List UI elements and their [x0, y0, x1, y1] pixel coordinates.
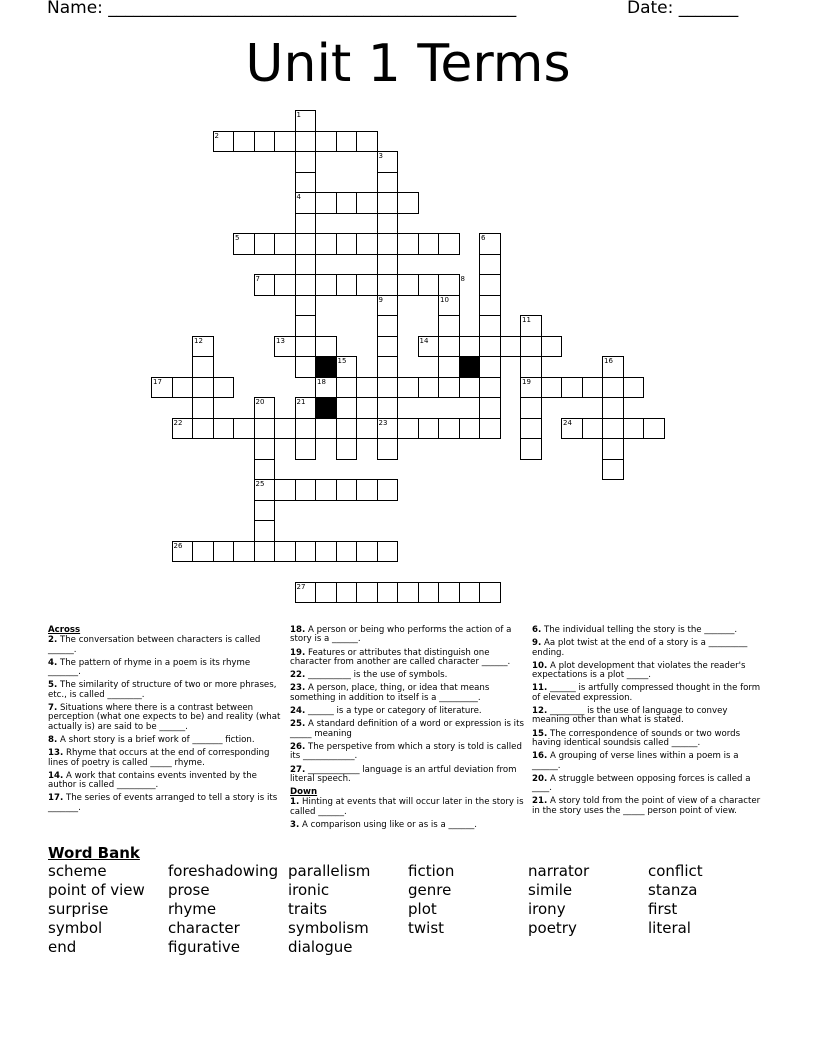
- crossword-cell[interactable]: [377, 479, 399, 501]
- word-bank-item: first: [648, 900, 678, 918]
- clue-number: 27: [296, 582, 306, 591]
- crossword-cell[interactable]: [356, 233, 378, 255]
- crossword-cell[interactable]: [377, 397, 399, 419]
- crossword-cell[interactable]: [192, 541, 214, 563]
- clue-number: 21: [296, 398, 306, 406]
- crossword-cell[interactable]: [541, 336, 563, 358]
- crossword-cell[interactable]: [192, 418, 214, 440]
- clue-number: 15: [337, 357, 347, 365]
- word-bank-item: end: [48, 938, 77, 956]
- clue-across-24: 24. ______ is a type or category of literature.: [290, 706, 482, 717]
- word-bank-item: scheme: [48, 862, 107, 880]
- clue-number: 3: [378, 152, 383, 160]
- crossword-cell[interactable]: [356, 582, 378, 604]
- crossword-cell[interactable]: [397, 582, 419, 604]
- crossword-cell[interactable]: [336, 479, 358, 501]
- clue-across-14: 14. A work that contains events invented by the author is called _________.: [48, 770, 257, 791]
- clue-across-22: 22. __________ is the use of symbols.: [290, 670, 448, 681]
- word-bank-item: conflict: [648, 862, 703, 880]
- crossword-cell[interactable]: [254, 541, 276, 563]
- crossword-cell[interactable]: [377, 213, 399, 235]
- crossword-cell[interactable]: [356, 192, 378, 214]
- crossword-cell[interactable]: [377, 192, 399, 214]
- crossword-cell[interactable]: [254, 131, 276, 153]
- crossword-cell[interactable]: [582, 418, 604, 440]
- clue-number: 23: [378, 418, 388, 427]
- clue-number: 8: [460, 275, 465, 283]
- crossword-cell[interactable]: [295, 418, 317, 440]
- crossword-cell[interactable]: [274, 131, 296, 153]
- crossword-cell[interactable]: [418, 418, 440, 440]
- clue-across-19: 19. Features or attributes that distinguish one character from another are called character ______.: [290, 647, 511, 667]
- clue-number: 26: [173, 541, 183, 550]
- crossword-cell[interactable]: [438, 377, 460, 399]
- crossword-cell[interactable]: [479, 336, 501, 358]
- clue-number: 17: [153, 377, 162, 386]
- clue-across-17: 17. The series of events arranged to tell a story is its _______.: [48, 793, 278, 813]
- crossword-cell[interactable]: [254, 500, 276, 522]
- clue-across-4: 4. The pattern of rhyme in a poem is its rhyme _______.: [48, 657, 251, 678]
- clues-column-3: [532, 626, 767, 820]
- date-field[interactable]: Date: _______: [627, 0, 739, 18]
- crossword-cell[interactable]: [274, 541, 296, 563]
- crossword-cell[interactable]: [602, 418, 624, 440]
- crossword-cell[interactable]: [356, 479, 378, 501]
- crossword-cell[interactable]: [479, 254, 501, 276]
- crossword-cell[interactable]: [438, 336, 460, 358]
- crossword-cell[interactable]: [623, 377, 645, 399]
- clue-number: 12: [194, 336, 203, 345]
- clue-number: 4: [296, 193, 301, 201]
- crossword-cell[interactable]: [377, 172, 399, 194]
- crossword-cell[interactable]: [520, 356, 542, 378]
- clue-across-7: 7. Situations where there is a contrast between perception (what one expects to be) and reality (what actually is) are said to be ______.: [48, 703, 281, 732]
- crossword-cell[interactable]: [295, 151, 317, 173]
- crossword-cell[interactable]: [438, 582, 460, 604]
- down-heading: Down: [290, 787, 318, 798]
- clue-number: 22: [173, 418, 183, 427]
- crossword-cell[interactable]: [438, 274, 460, 296]
- word-bank-item: dialogue: [288, 938, 353, 956]
- crossword-cell[interactable]: [377, 274, 399, 296]
- crossword-cell[interactable]: [295, 172, 317, 194]
- crossword-cell[interactable]: [254, 520, 276, 542]
- crossword-cell[interactable]: [602, 397, 624, 419]
- crossword-cell[interactable]: [602, 459, 624, 481]
- crossword-cell[interactable]: [397, 377, 419, 399]
- clue-number: 10: [440, 295, 449, 304]
- crossword-cell[interactable]: [274, 274, 296, 296]
- crossword-cell[interactable]: [479, 582, 501, 604]
- crossword-cell[interactable]: [233, 541, 255, 563]
- clue-down-6: 6. The individual telling the story is the _______.: [532, 625, 738, 635]
- clue-across-25: 25. A standard definition of a word or expression is its _____ meaning: [290, 719, 524, 739]
- crossword-cell[interactable]: [295, 315, 317, 337]
- crossword-cell[interactable]: [397, 418, 419, 440]
- crossword-cell[interactable]: [520, 397, 542, 419]
- crossword-cell[interactable]: [356, 274, 378, 296]
- word-bank-item: ironic: [288, 881, 330, 899]
- crossword-cell[interactable]: [336, 541, 358, 563]
- crossword-cell[interactable]: [418, 377, 440, 399]
- word-bank-item: stanza: [648, 881, 698, 899]
- crossword-block: [459, 356, 481, 378]
- crossword-cell[interactable]: [336, 582, 358, 604]
- crossword-block: [315, 397, 337, 419]
- crossword-cell[interactable]: [295, 295, 317, 317]
- crossword-cell[interactable]: [315, 336, 337, 358]
- crossword-cell[interactable]: [274, 479, 296, 501]
- crossword-cell[interactable]: [315, 192, 337, 214]
- crossword-cell[interactable]: [438, 418, 460, 440]
- crossword-cell[interactable]: [295, 336, 317, 358]
- word-bank-item: twist: [408, 919, 445, 937]
- crossword-cell[interactable]: [192, 377, 214, 399]
- clue-across-18: 18. A person or being who performs the action of a story is a ______.: [290, 625, 512, 645]
- crossword-cell[interactable]: [356, 131, 378, 153]
- crossword-block: [315, 356, 337, 378]
- clue-across-23: 23. A person, place, thing, or idea that means something in addition to itself is a _________.: [290, 683, 490, 703]
- crossword-cell[interactable]: [295, 213, 317, 235]
- crossword-cell[interactable]: [479, 418, 501, 440]
- crossword-cell[interactable]: [213, 418, 235, 440]
- crossword-cell[interactable]: [602, 438, 624, 460]
- crossword-cell[interactable]: [377, 233, 399, 255]
- crossword-cell[interactable]: [336, 131, 358, 153]
- clue-number: 1: [296, 111, 301, 119]
- crossword-cell[interactable]: [295, 233, 317, 255]
- crossword-cell[interactable]: [377, 438, 399, 460]
- word-bank-item: symbol: [48, 919, 103, 937]
- crossword-cell[interactable]: [274, 418, 296, 440]
- clue-across-26: 26. The perspetive from which a story is told is called its ____________.: [290, 741, 522, 762]
- word-bank-item: literal: [648, 919, 691, 937]
- crossword-cell[interactable]: [336, 418, 358, 440]
- word-bank-item: symbolism: [288, 919, 369, 937]
- clue-down-12: 12. ________ is the use of language to convey meaning other than what is stated.: [532, 706, 728, 726]
- crossword-cell[interactable]: [582, 377, 604, 399]
- word-bank-item: rhyme: [168, 900, 217, 918]
- crossword-cell[interactable]: [213, 377, 235, 399]
- crossword-cell[interactable]: [254, 233, 276, 255]
- crossword-cell[interactable]: [479, 397, 501, 419]
- clue-down-21: 21. A story told from the point of view of a character in the story uses the _____ person point of view.: [532, 796, 761, 816]
- crossword-cell[interactable]: [295, 438, 317, 460]
- crossword-cell[interactable]: [438, 233, 460, 255]
- crossword-cell[interactable]: [397, 274, 419, 296]
- crossword-cell[interactable]: [418, 274, 440, 296]
- clue-across-2: 2. The conversation between characters is called ______.: [48, 635, 261, 655]
- crossword-cell[interactable]: [295, 274, 317, 296]
- crossword-cell[interactable]: [315, 131, 337, 153]
- clue-number: 24: [563, 418, 572, 427]
- crossword-cell[interactable]: [459, 418, 481, 440]
- clue-number: 9: [378, 295, 383, 304]
- clue-down-10: 10. A plot development that violates the reader's expectations is a plot _____.: [532, 660, 746, 681]
- clue-number: 19: [522, 377, 531, 386]
- crossword-cell[interactable]: [315, 418, 337, 440]
- crossword-cell[interactable]: [459, 582, 481, 604]
- crossword-cell[interactable]: [336, 274, 358, 296]
- crossword-cell[interactable]: [520, 438, 542, 460]
- crossword-cell[interactable]: [459, 336, 481, 358]
- crossword-cell[interactable]: [295, 479, 317, 501]
- crossword-cell[interactable]: [233, 131, 255, 153]
- crossword-cell[interactable]: [479, 274, 501, 296]
- crossword-cell[interactable]: [479, 356, 501, 378]
- clue-down-11: 11. ______ is artfully compressed thought in the form of elevated expression.: [532, 683, 761, 703]
- crossword-cell[interactable]: [520, 336, 542, 358]
- clue-down-9: 9. Aa plot twist at the end of a story is a _________ ending.: [532, 638, 748, 658]
- crossword-cell[interactable]: [336, 438, 358, 460]
- crossword-cell[interactable]: [192, 397, 214, 419]
- crossword-cell[interactable]: [397, 192, 419, 214]
- clue-number: 7: [255, 275, 260, 283]
- clue-number: 14: [419, 336, 429, 345]
- word-bank-item: prose: [168, 881, 210, 899]
- crossword-cell[interactable]: [192, 356, 214, 378]
- crossword-cell[interactable]: [336, 397, 358, 419]
- crossword-cell[interactable]: [602, 377, 624, 399]
- clue-down-1: 1. Hinting at events that will occur later in the story is called ______.: [290, 797, 524, 817]
- crossword-cell[interactable]: [397, 233, 419, 255]
- clue-across-27: 27. ____________ language is an artful deviation from literal speech.: [290, 764, 517, 784]
- crossword-cell[interactable]: [315, 274, 337, 296]
- clues-column-1: [48, 626, 283, 817]
- crossword-cell[interactable]: [254, 459, 276, 481]
- crossword-cell[interactable]: [254, 418, 276, 440]
- crossword-cell[interactable]: [295, 356, 317, 378]
- word-bank-item: genre: [408, 881, 452, 899]
- word-bank-item: character: [168, 919, 240, 937]
- name-field[interactable]: Name: ________________________________________________: [47, 0, 517, 18]
- crossword-cell[interactable]: [520, 418, 542, 440]
- clue-number: 18: [317, 377, 326, 386]
- clue-number: 13: [276, 336, 285, 345]
- crossword-cell[interactable]: [418, 582, 440, 604]
- word-bank-item: parallelism: [288, 862, 371, 880]
- crossword-cell[interactable]: [561, 377, 583, 399]
- clue-number: 25: [255, 480, 265, 488]
- crossword-cell[interactable]: [356, 541, 378, 563]
- clue-number: 2: [214, 131, 219, 140]
- crossword-cell[interactable]: [418, 233, 440, 255]
- crossword-cell[interactable]: [438, 356, 460, 378]
- word-bank-item: point of view: [48, 881, 145, 899]
- crossword-cell[interactable]: [315, 479, 337, 501]
- crossword-cell[interactable]: [336, 192, 358, 214]
- clue-number: 20: [255, 398, 265, 406]
- clue-number: 6: [481, 234, 486, 242]
- word-bank-item: poetry: [528, 919, 577, 937]
- crossword-cell[interactable]: [336, 233, 358, 255]
- crossword-cell[interactable]: [377, 315, 399, 337]
- crossword-cell[interactable]: [479, 295, 501, 317]
- crossword-cell[interactable]: [377, 582, 399, 604]
- crossword-cell[interactable]: [254, 438, 276, 460]
- clues-column-2: [290, 626, 525, 834]
- crossword-cell[interactable]: [295, 131, 317, 153]
- word-bank-item: traits: [288, 900, 328, 918]
- crossword-cell[interactable]: [377, 336, 399, 358]
- word-bank-item: plot: [408, 900, 437, 918]
- page-title: Unit 1 Terms: [245, 34, 571, 94]
- crossword-cell[interactable]: [295, 541, 317, 563]
- clue-down-3: 3. A comparison using like or as is a ______.: [290, 820, 478, 831]
- clue-number: 11: [522, 316, 531, 324]
- crossword-cell[interactable]: [377, 356, 399, 378]
- crossword-cell[interactable]: [295, 254, 317, 276]
- word-bank-item: simile: [528, 881, 573, 899]
- across-heading: Across: [48, 625, 81, 635]
- clue-down-15: 15. The correspondence of sounds or two words having identical soundsis called ______.: [532, 728, 741, 748]
- clue-number: 16: [604, 357, 613, 365]
- crossword-cell[interactable]: [541, 377, 563, 399]
- crossword-cell[interactable]: [623, 418, 645, 440]
- crossword-cell[interactable]: [315, 233, 337, 255]
- clue-down-16: 16. A grouping of verse lines within a poem is a ______.: [532, 751, 739, 771]
- clue-down-20: 20. A struggle between opposing forces is called a ____.: [532, 773, 751, 794]
- crossword-cell[interactable]: [274, 233, 296, 255]
- word-bank-item: narrator: [528, 862, 590, 880]
- crossword-cell[interactable]: [377, 254, 399, 276]
- crossword-cell[interactable]: [233, 418, 255, 440]
- clue-across-13: 13. Rhyme that occurs at the end of corresponding lines of poetry is called _____ rhyme.: [48, 748, 270, 768]
- clue-number: 5: [235, 234, 240, 242]
- crossword-cell[interactable]: [356, 418, 378, 440]
- word-bank-item: surprise: [48, 900, 109, 918]
- crossword-cell[interactable]: [479, 315, 501, 337]
- crossword-cell[interactable]: [500, 336, 522, 358]
- crossword-cell[interactable]: [479, 377, 501, 399]
- crossword-cell[interactable]: [377, 541, 399, 563]
- word-bank-item: irony: [528, 900, 566, 918]
- crossword-cell[interactable]: [315, 541, 337, 563]
- word-bank-item: figurative: [168, 938, 240, 956]
- crossword-cell[interactable]: [459, 377, 481, 399]
- crossword-cell[interactable]: [172, 377, 194, 399]
- crossword-cell[interactable]: [336, 377, 358, 399]
- word-bank-item: fiction: [408, 862, 455, 880]
- crossword-cell[interactable]: [438, 315, 460, 337]
- word-bank-item: foreshadowing: [168, 862, 279, 880]
- crossword-cell[interactable]: [315, 582, 337, 604]
- clue-across-8: 8. A short story is a brief work of _______ fiction.: [48, 734, 255, 745]
- crossword-cell[interactable]: [643, 418, 665, 440]
- clue-across-5: 5. The similarity of structure of two or more phrases, etc., is called ________.: [48, 680, 277, 700]
- crossword-cell[interactable]: [377, 377, 399, 399]
- crossword-cell[interactable]: [213, 541, 235, 563]
- crossword-cell[interactable]: [356, 377, 378, 399]
- word-bank-heading: Word Bank: [48, 844, 140, 862]
